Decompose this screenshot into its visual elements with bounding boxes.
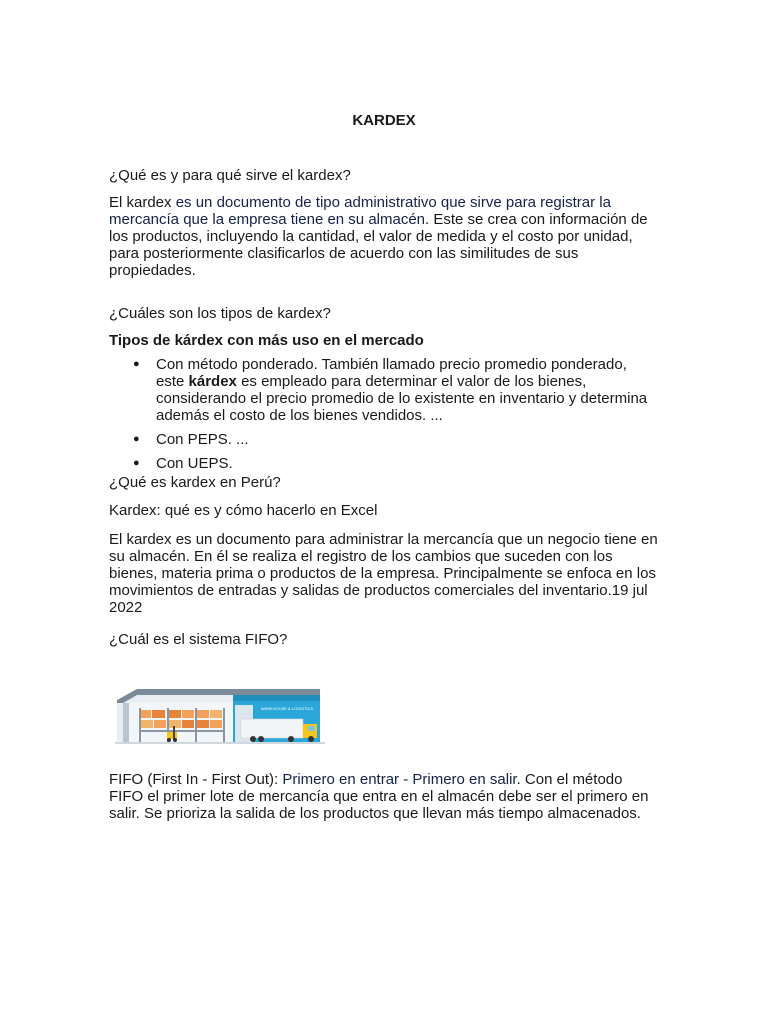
- question-what-is-kardex: ¿Qué es y para qué sirve el kardex?: [109, 167, 351, 184]
- list-item-text: es empleado para determinar el valor de los bienes, considerando el precio promedio de lo existente en inventario y determina además el costo de los bienes vendidos. ...: [156, 373, 648, 424]
- bullet-icon: ●: [133, 433, 140, 445]
- heading-kardex-types: Tipos de kárdex con más uso en el mercado: [109, 332, 424, 349]
- highlighted-fifo-meaning: Primero en entrar - Primero en salir: [282, 771, 517, 788]
- list-item-text: Con método ponderado. También llamado precio promedio ponderado, este: [156, 356, 627, 390]
- question-kardex-peru: ¿Qué es kardex en Perú?: [109, 474, 281, 491]
- list-item: [109, 431, 659, 448]
- warehouse-illustration: [115, 686, 325, 744]
- question-kardex-types: ¿Cuáles son los tipos de kardex?: [109, 305, 331, 322]
- bullet-icon: ●: [133, 358, 140, 370]
- paragraph-kardex-peru: El kardex es un documento para administrar la mercancía que un negocio tiene en su almacén. En él se realiza el registro de los cambios que suceden con los bienes, materia prima o productos de la empresa. Principalmente se enfoca en los movimientos de entradas y salidas de productos comerciales del inventario.19 jul 2022: [109, 531, 658, 616]
- bullet-icon: ●: [133, 457, 140, 469]
- list-item: [109, 455, 659, 472]
- warehouse-sign: WAREHOUSE & LOGISTICS: [260, 706, 314, 711]
- list-item-text: Con UEPS.: [156, 455, 233, 472]
- kardex-types-list: [109, 356, 659, 479]
- subheading-kardex-excel: Kardex: qué es y cómo hacerlo en Excel: [109, 502, 378, 519]
- list-item: [109, 356, 659, 424]
- paragraph-text: FIFO (First In - First Out):: [109, 771, 283, 788]
- question-fifo: ¿Cuál es el sistema FIFO?: [109, 631, 288, 648]
- paragraph-text: . Con el método FIFO el primer lote de mercancía que entra en el almacén debe ser el primero en salir. Se prioriza la salida de los productos que llevan más tiempo almacenados.: [109, 771, 649, 822]
- list-item-text: Con PEPS. ...: [156, 431, 249, 448]
- document-title: KARDEX: [352, 112, 416, 129]
- paragraph-fifo: [109, 771, 659, 822]
- paragraph-kardex-definition: [109, 194, 659, 279]
- highlighted-definition: es un documento de tipo administrativo que sirve para registrar la mercancía que la empresa tiene en su almacén: [109, 194, 611, 228]
- paragraph-text: . Este se crea con información de los productos, incluyendo la cantidad, el valor de medida y el costo por unidad, para posteriormente clasificarlos de acuerdo con las similitudes de sus propiedades.: [109, 211, 648, 279]
- list-item-bold-text: kárdex: [188, 373, 237, 390]
- paragraph-text: El kardex: [109, 194, 176, 211]
